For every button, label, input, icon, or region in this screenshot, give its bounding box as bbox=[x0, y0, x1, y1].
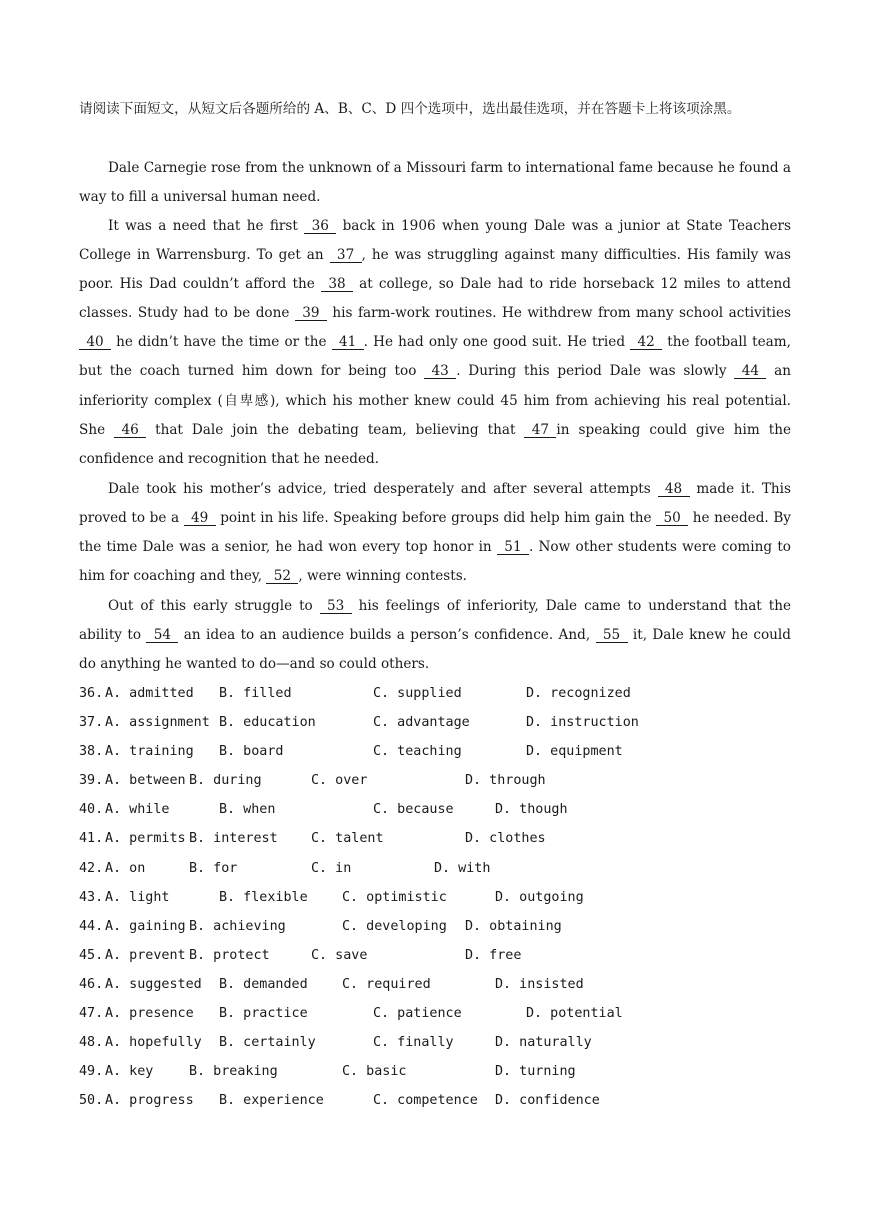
question-row bbox=[79, 854, 791, 883]
option-b: B. interest bbox=[189, 831, 278, 847]
option-b: B. board bbox=[219, 744, 284, 760]
option-c: C. required bbox=[342, 976, 431, 992]
blank-53: 53 bbox=[320, 599, 352, 614]
passage-text: made it. This proved to be a bbox=[79, 481, 792, 527]
option-c: C. basic bbox=[342, 1064, 407, 1080]
blank-37: 37 bbox=[330, 248, 362, 263]
option-a: A. assignment bbox=[105, 715, 210, 731]
option-d: D. through bbox=[465, 773, 546, 789]
question-number: 45. bbox=[79, 947, 104, 963]
option-d: D. confidence bbox=[495, 1093, 600, 1109]
passage-text: at college, so Dale had to ride horseback 12 miles to attend classes. Study had to be done bbox=[79, 276, 791, 322]
passage-text: . Now other students were coming to him for coaching and they, bbox=[79, 539, 791, 585]
option-b: B. when bbox=[219, 802, 276, 818]
option-b: B. experience bbox=[219, 1093, 324, 1109]
passage-text: the football team, but the coach turned him down for being too bbox=[79, 334, 791, 380]
question-number: 42. bbox=[79, 860, 104, 876]
blank-39: 39 bbox=[295, 306, 327, 321]
passage-paragraph-2 bbox=[79, 212, 791, 474]
option-b: B. demanded bbox=[219, 976, 308, 992]
question-options-list bbox=[79, 679, 791, 1115]
option-c: C. advantage bbox=[373, 715, 470, 731]
blank-41: 41 bbox=[332, 335, 364, 350]
passage-text: his farm-work routines. He withdrew from many school activities bbox=[326, 305, 791, 322]
option-d: D. turning bbox=[495, 1064, 576, 1080]
option-b: B. certainly bbox=[219, 1035, 316, 1051]
option-c: C. competence bbox=[373, 1093, 478, 1109]
option-a: A. on bbox=[105, 860, 146, 876]
passage-paragraph-4 bbox=[79, 592, 791, 679]
question-row bbox=[79, 1086, 791, 1115]
option-d: D. naturally bbox=[495, 1035, 592, 1051]
passage-text: Out of this early struggle to bbox=[108, 598, 320, 614]
passage-text: that Dale join the debating team, believing that bbox=[146, 421, 525, 438]
question-row bbox=[79, 795, 791, 824]
question-row bbox=[79, 1028, 791, 1057]
option-a: A. presence bbox=[105, 1006, 194, 1022]
blank-46: 46 bbox=[114, 423, 146, 438]
blank-51: 51 bbox=[497, 540, 529, 555]
blank-43: 43 bbox=[424, 364, 456, 379]
option-a: A. gaining bbox=[105, 918, 186, 934]
question-row bbox=[79, 766, 791, 795]
option-c: C. over bbox=[311, 773, 368, 789]
question-row bbox=[79, 1057, 791, 1086]
passage-text: he needed. By the time Dale was a senior, he had won every top honor in bbox=[79, 510, 791, 556]
blank-38: 38 bbox=[321, 277, 353, 292]
option-a: A. training bbox=[105, 744, 194, 760]
option-a: A. admitted bbox=[105, 686, 194, 701]
passage-text: , were winning contests. bbox=[298, 568, 468, 585]
question-number: 41. bbox=[79, 831, 104, 847]
option-c: C. optimistic bbox=[342, 889, 447, 905]
question-number: 49. bbox=[79, 1064, 104, 1080]
option-b: B. education bbox=[219, 715, 316, 731]
option-a: A. permits bbox=[105, 831, 186, 847]
option-c: C. in bbox=[311, 860, 352, 876]
blank-36: 36 bbox=[304, 219, 336, 234]
option-a: A. key bbox=[105, 1064, 154, 1080]
option-c: C. finally bbox=[373, 1035, 454, 1051]
option-d: D. potential bbox=[526, 1006, 623, 1022]
passage-text: . During this period Dale was slowly bbox=[456, 363, 735, 380]
option-b: B. protect bbox=[189, 947, 270, 963]
question-row bbox=[79, 737, 791, 766]
option-a: A. light bbox=[105, 889, 170, 905]
option-c: C. patience bbox=[373, 1006, 462, 1022]
passage-text: he didn’t have the time or the bbox=[111, 334, 332, 351]
option-a: A. prevent bbox=[105, 947, 186, 963]
blank-55: 55 bbox=[596, 628, 628, 643]
option-b: B. practice bbox=[219, 1006, 308, 1022]
question-row bbox=[79, 970, 791, 999]
option-b: B. filled bbox=[219, 686, 292, 701]
passage-paragraph-1: Dale Carnegie rose from the unknown of a Missouri farm to international fame because he found a way to fill a universal human need. bbox=[79, 160, 791, 206]
blank-54: 54 bbox=[146, 628, 178, 643]
question-number: 38. bbox=[79, 744, 104, 760]
question-number: 46. bbox=[79, 976, 104, 992]
option-b: B. flexible bbox=[219, 889, 308, 905]
option-d: D. insisted bbox=[495, 976, 584, 992]
question-number: 43. bbox=[79, 889, 104, 905]
question-number: 40. bbox=[79, 802, 104, 818]
passage-paragraph-3 bbox=[79, 475, 791, 591]
passage-text: point in his life. Speaking before groups did help him gain the bbox=[215, 510, 657, 527]
question-number: 50. bbox=[79, 1093, 104, 1109]
blank-47: 47 bbox=[524, 423, 556, 438]
blank-48: 48 bbox=[658, 482, 690, 497]
blank-52: 52 bbox=[266, 569, 298, 584]
option-d: D. instruction bbox=[526, 715, 639, 731]
question-number: 36. bbox=[79, 686, 104, 701]
question-row bbox=[79, 912, 791, 941]
blank-44: 44 bbox=[734, 364, 766, 379]
passage-text: , he was struggling against many difficulties. His family was poor. His Dad couldn’t afford the bbox=[79, 247, 791, 293]
option-c: C. supplied bbox=[373, 686, 462, 701]
passage-text: his feelings of inferiority, Dale came to understand that the ability to bbox=[79, 598, 791, 644]
passage-text: an inferiority complex (自卑感), which his mother knew could 45 him from achieving his real potential. She bbox=[79, 363, 791, 438]
option-b: B. for bbox=[189, 860, 238, 876]
option-d: D. obtaining bbox=[465, 918, 562, 934]
option-d: D. equipment bbox=[526, 744, 623, 760]
question-row bbox=[79, 708, 791, 737]
question-number: 47. bbox=[79, 1006, 104, 1022]
option-a: A. hopefully bbox=[105, 1035, 202, 1051]
passage-text: It was a need that he first bbox=[108, 218, 305, 234]
passage-text: . He had only one good suit. He tried bbox=[363, 334, 631, 351]
option-b: B. achieving bbox=[189, 918, 286, 934]
option-d: D. free bbox=[465, 947, 522, 963]
blank-40: 40 bbox=[79, 335, 111, 350]
option-a: A. while bbox=[105, 802, 170, 818]
passage-text: Dale took his mother’s advice, tried desperately and after several attempts bbox=[108, 481, 658, 497]
passage-text: an idea to an audience builds a person’s confidence. And, bbox=[178, 627, 596, 644]
option-d: D. clothes bbox=[465, 831, 546, 847]
option-a: A. between bbox=[105, 773, 186, 789]
option-a: A. progress bbox=[105, 1093, 194, 1109]
option-c: C. save bbox=[311, 947, 368, 963]
question-row bbox=[79, 824, 791, 853]
question-row bbox=[79, 941, 791, 970]
question-row bbox=[79, 679, 791, 708]
passage-text: in speaking could give him the confidence and recognition that he needed. bbox=[79, 421, 791, 467]
option-c: C. developing bbox=[342, 918, 447, 934]
blank-49: 49 bbox=[184, 511, 216, 526]
option-d: D. with bbox=[434, 860, 491, 876]
option-c: C. talent bbox=[311, 831, 384, 847]
blank-42: 42 bbox=[630, 335, 662, 350]
question-number: 48. bbox=[79, 1035, 104, 1051]
option-b: B. breaking bbox=[189, 1064, 278, 1080]
option-c: C. because bbox=[373, 802, 454, 818]
option-d: D. outgoing bbox=[495, 889, 584, 905]
question-row bbox=[79, 999, 791, 1028]
option-a: A. suggested bbox=[105, 976, 202, 992]
option-d: D. recognized bbox=[526, 686, 631, 701]
blank-50: 50 bbox=[656, 511, 688, 526]
option-c: C. teaching bbox=[373, 744, 462, 760]
question-number: 39. bbox=[79, 773, 104, 789]
question-number: 44. bbox=[79, 918, 104, 934]
instructions: 请阅读下面短文，从短文后各题所给的 A、B、C、D 四个选项中，选出最佳选项，并在答题卡上将该项涂黑。 bbox=[79, 101, 741, 117]
question-number: 37. bbox=[79, 715, 104, 731]
option-b: B. during bbox=[189, 773, 262, 789]
passage-text: it, Dale knew he could do anything he wanted to do—and so could others. bbox=[79, 627, 791, 673]
option-d: D. though bbox=[495, 802, 568, 818]
passage-text: back in 1906 when young Dale was a junior at State Teachers College in Warrensburg. To get an bbox=[79, 218, 791, 264]
question-row bbox=[79, 883, 791, 912]
